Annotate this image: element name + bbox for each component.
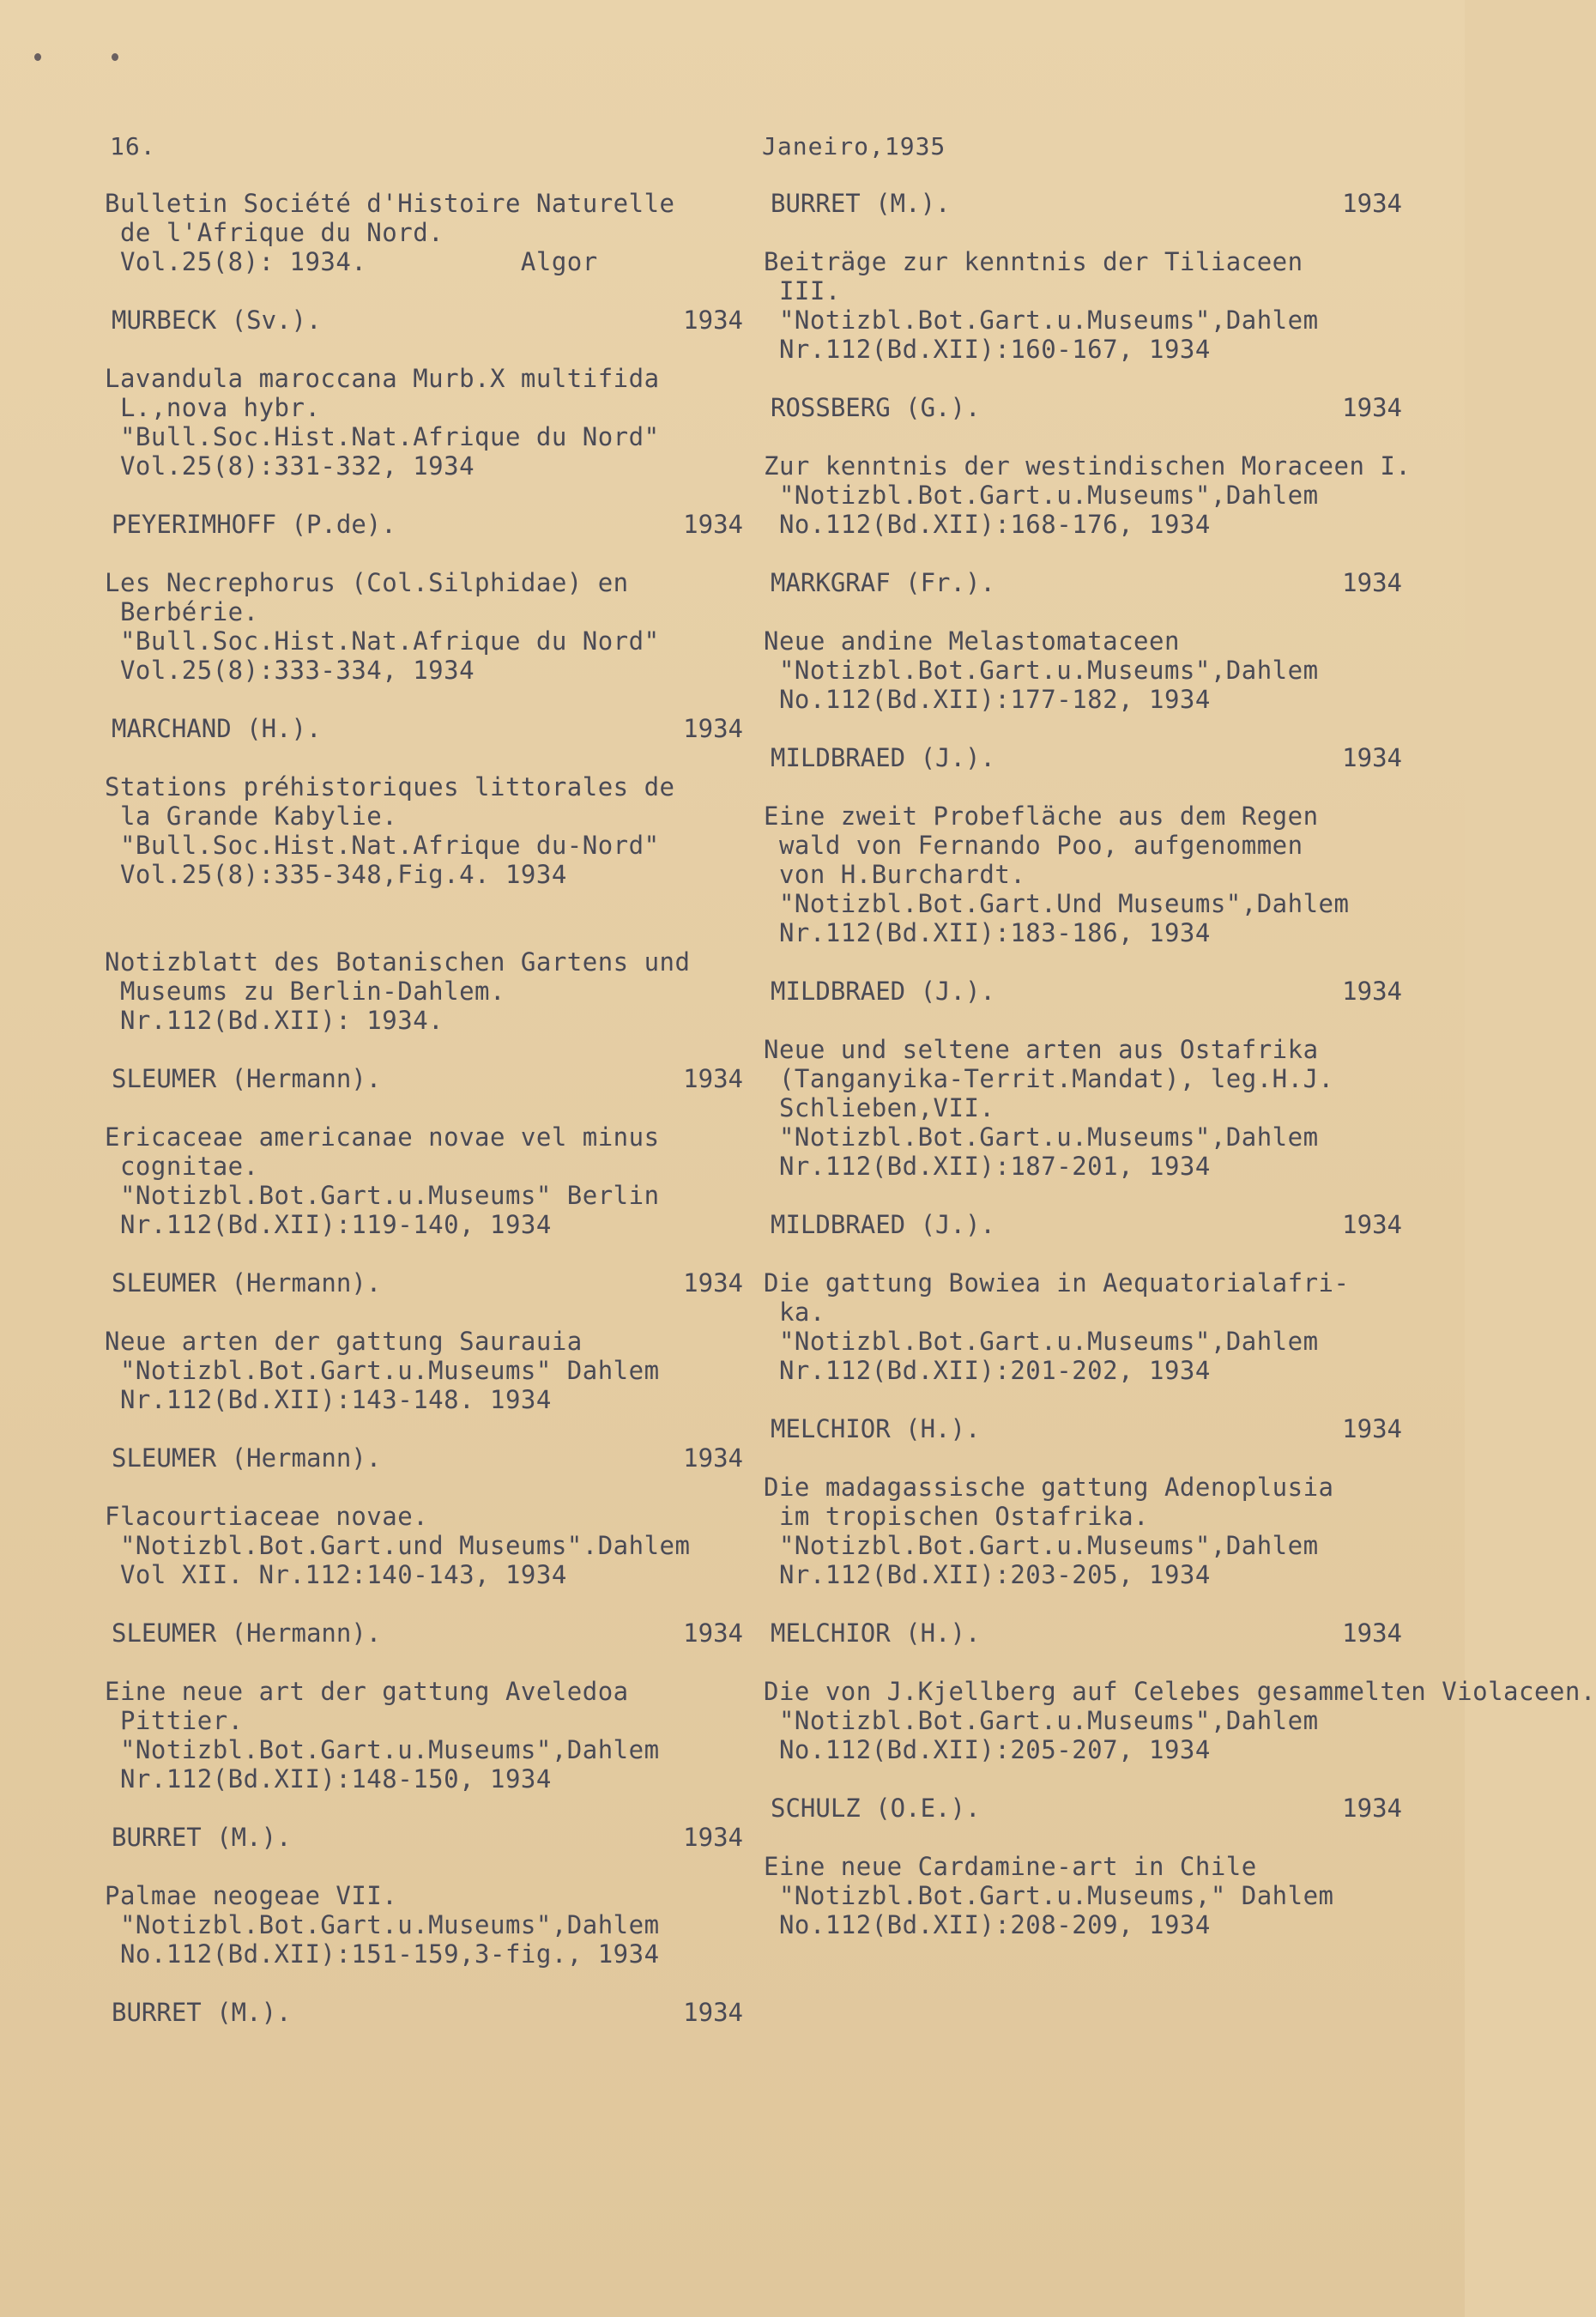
entry-author: MARKGRAF (Fr.). bbox=[771, 568, 995, 597]
bibliography-entry bbox=[105, 1064, 774, 1239]
entry-text-line: Neue arten der gattung Saurauia bbox=[105, 1327, 583, 1356]
entry-body bbox=[764, 1035, 1433, 1181]
bibliography-entry bbox=[105, 306, 774, 481]
entry-text-line: "Bull.Soc.Hist.Nat.Afrique du Nord" bbox=[105, 422, 660, 451]
entry-author: MELCHIOR (H.). bbox=[771, 1414, 981, 1443]
punch-hole bbox=[34, 53, 41, 61]
entry-text-line: No.112(Bd.XII):177-182, 1934 bbox=[764, 685, 1211, 714]
entry-text-line: Nr.112(Bd.XII):203-205, 1934 bbox=[764, 1560, 1211, 1589]
entry-body bbox=[105, 1502, 774, 1589]
entry-text-line: "Notizbl.Bot.Gart.u.Museums",Dahlem bbox=[764, 656, 1319, 685]
entry-body bbox=[105, 1881, 774, 1969]
left-column bbox=[105, 189, 774, 2027]
entry-heading bbox=[105, 1998, 774, 2027]
entry-text-line: Nr.112(Bd.XII):201-202, 1934 bbox=[764, 1356, 1211, 1385]
entry-text-line: Lavandula maroccana Murb.X multifida bbox=[105, 364, 660, 393]
entry-text-line: Berbérie. bbox=[105, 597, 259, 626]
bibliography-entry bbox=[764, 568, 1433, 714]
bibliography-entry bbox=[105, 947, 774, 1035]
entry-text-line: "Bull.Soc.Hist.Nat.Afrique du-Nord" bbox=[105, 831, 660, 860]
entry-author: MURBECK (Sv.). bbox=[112, 306, 322, 335]
entry-text-line: wald von Fernando Poo, aufgenommen bbox=[764, 831, 1303, 860]
entry-text-line: Die madagassische gattung Adenoplusia bbox=[764, 1473, 1334, 1502]
entry-year: 1934 bbox=[683, 1064, 743, 1093]
entry-text-line: "Notizbl.Bot.Gart.u.Museums",Dahlem bbox=[764, 1531, 1319, 1560]
entry-text-line: "Notizbl.Bot.Gart.u.Museums",Dahlem bbox=[105, 1735, 660, 1764]
entry-body bbox=[764, 1677, 1596, 1764]
entry-text-line: von H.Burchardt. bbox=[764, 860, 1026, 889]
bibliography-entry bbox=[105, 189, 774, 276]
entry-text-line: Museums zu Berlin-Dahlem. bbox=[105, 977, 505, 1006]
entry-heading bbox=[764, 1210, 1433, 1239]
entry-text-line: Vol.25(8):335-348,Fig.4. 1934 bbox=[105, 860, 567, 889]
entry-heading bbox=[764, 1618, 1433, 1648]
entry-text-line: Nr.112(Bd.XII):119-140, 1934 bbox=[105, 1210, 552, 1239]
entry-author: MILDBRAED (J.). bbox=[771, 743, 995, 772]
bibliography-entry bbox=[764, 977, 1433, 1181]
entry-text-line: cognitae. bbox=[105, 1152, 259, 1181]
entry-year: 1934 bbox=[1342, 393, 1402, 422]
entry-text-line: Nr.112(Bd.XII):148-150, 1934 bbox=[105, 1764, 552, 1794]
entry-text-line: Schlieben,VII. bbox=[764, 1093, 995, 1122]
entry-author: ROSSBERG (G.). bbox=[771, 393, 981, 422]
bibliography-entry bbox=[105, 1998, 774, 2027]
entry-body bbox=[105, 1677, 774, 1794]
entry-author: SLEUMER (Hermann). bbox=[112, 1064, 382, 1093]
entry-text-line: Eine neue art der gattung Aveledoa bbox=[105, 1677, 629, 1706]
bibliography-entry bbox=[105, 714, 774, 889]
entry-year: 1934 bbox=[683, 1443, 743, 1473]
entry-body bbox=[105, 1327, 774, 1414]
entry-heading bbox=[105, 1618, 774, 1648]
entry-body bbox=[764, 1268, 1433, 1385]
bibliography-entry bbox=[764, 1618, 1596, 1764]
entry-heading bbox=[105, 1268, 774, 1298]
entry-body bbox=[764, 802, 1433, 947]
entry-text-line: "Notizbl.Bot.Gart.u.Museums",Dahlem bbox=[105, 1910, 660, 1939]
entry-text-line: No.112(Bd.XII):208-209, 1934 bbox=[764, 1910, 1211, 1939]
entry-body bbox=[764, 1473, 1433, 1589]
entry-text-line: (Tanganyika-Territ.Mandat), leg.H.J. bbox=[764, 1064, 1334, 1093]
punch-hole bbox=[112, 53, 118, 61]
entry-author: SCHULZ (O.E.). bbox=[771, 1794, 981, 1823]
entry-body bbox=[105, 189, 774, 276]
entry-text-line: III. bbox=[764, 276, 841, 306]
entry-text-line: Neue andine Melastomataceen bbox=[764, 626, 1180, 656]
entry-heading bbox=[105, 1443, 774, 1473]
entry-body bbox=[764, 1852, 1433, 1939]
entry-text-line: Ericaceae americanae novae vel minus bbox=[105, 1122, 660, 1152]
entry-text-line: "Notizbl.Bot.Gart.u.Museums",Dahlem bbox=[764, 1327, 1319, 1356]
entry-year: 1934 bbox=[683, 306, 743, 335]
entry-year: 1934 bbox=[683, 1618, 743, 1648]
bibliography-entry bbox=[105, 1443, 774, 1589]
entry-year: 1934 bbox=[683, 714, 743, 743]
entry-author: BURRET (M.). bbox=[112, 1823, 292, 1852]
entry-heading bbox=[105, 306, 774, 335]
entry-text-line: "Notizbl.Bot.Gart.Und Museums",Dahlem bbox=[764, 889, 1350, 918]
entry-text-line: Beiträge zur kenntnis der Tiliaceen bbox=[764, 247, 1303, 276]
entry-text-line: Neue und seltene arten aus Ostafrika bbox=[764, 1035, 1319, 1064]
entry-text-line: "Bull.Soc.Hist.Nat.Afrique du Nord" bbox=[105, 626, 660, 656]
entry-author: MILDBRAED (J.). bbox=[771, 1210, 995, 1239]
entry-heading bbox=[764, 393, 1433, 422]
entry-text-line: "Notizbl.Bot.Gart.u.Museums" Dahlem bbox=[105, 1356, 660, 1385]
bibliography-entry bbox=[105, 1268, 774, 1414]
entry-text-line: "Notizbl.Bot.Gart.u.Museums",Dahlem bbox=[764, 306, 1319, 335]
bibliography-entry bbox=[764, 743, 1433, 947]
page-date: Janeiro,1935 bbox=[762, 132, 946, 160]
entry-body bbox=[105, 772, 774, 889]
entry-text-line: No.112(Bd.XII):151-159,3-fig., 1934 bbox=[105, 1939, 660, 1969]
entry-text-line: Vol.25(8):333-334, 1934 bbox=[105, 656, 475, 685]
entry-text-line: Bulletin Société d'Histoire Naturelle bbox=[105, 189, 675, 218]
entry-text-line: Nr.112(Bd.XII):183-186, 1934 bbox=[764, 918, 1211, 947]
entry-heading bbox=[105, 1823, 774, 1852]
entry-heading bbox=[764, 1414, 1433, 1443]
entry-year: 1934 bbox=[683, 510, 743, 539]
bibliography-entry bbox=[105, 510, 774, 685]
bibliography-entry bbox=[764, 1210, 1433, 1385]
entry-text-line: "Notizbl.Bot.Gart.u.Museums",Dahlem bbox=[764, 481, 1319, 510]
entry-text-line: Die von J.Kjellberg auf Celebes gesammelten Violaceen. bbox=[764, 1677, 1596, 1706]
entry-heading bbox=[105, 1064, 774, 1093]
entry-text-line: Flacourtiaceae novae. bbox=[105, 1502, 429, 1531]
entry-text-line: ka. bbox=[764, 1298, 825, 1327]
entry-body bbox=[764, 247, 1433, 364]
entry-heading bbox=[764, 189, 1433, 218]
entry-text-line: "Notizbl.Bot.Gart.u.Museums" Berlin bbox=[105, 1181, 660, 1210]
entry-author: SLEUMER (Hermann). bbox=[112, 1268, 382, 1298]
entry-text-line: Vol.25(8): 1934. Algor bbox=[105, 247, 598, 276]
entry-year: 1934 bbox=[1342, 189, 1402, 218]
entry-text-line: Palmae neogeae VII. bbox=[105, 1881, 398, 1910]
entry-author: BURRET (M.). bbox=[771, 189, 951, 218]
entry-year: 1934 bbox=[1342, 1414, 1402, 1443]
entry-author: SLEUMER (Hermann). bbox=[112, 1618, 382, 1648]
entry-heading bbox=[105, 714, 774, 743]
entry-heading bbox=[764, 743, 1433, 772]
bibliography-entry bbox=[764, 393, 1433, 539]
entry-heading bbox=[764, 568, 1433, 597]
entry-author: BURRET (M.). bbox=[112, 1998, 292, 2027]
entry-year: 1934 bbox=[1342, 743, 1402, 772]
entry-text-line: Stations préhistoriques littorales de bbox=[105, 772, 675, 802]
entry-heading bbox=[764, 977, 1433, 1006]
entry-text-line: Les Necrephorus (Col.Silphidae) en bbox=[105, 568, 629, 597]
entry-text-line: Pittier. bbox=[105, 1706, 244, 1735]
bibliography-entry bbox=[105, 1823, 774, 1969]
entry-text-line: "Notizbl.Bot.Gart.u.Museums," Dahlem bbox=[764, 1881, 1334, 1910]
entry-text-line: Nr.112(Bd.XII):160-167, 1934 bbox=[764, 335, 1211, 364]
entry-author: MARCHAND (H.). bbox=[112, 714, 322, 743]
entry-text-line: im tropischen Ostafrika. bbox=[764, 1502, 1149, 1531]
entry-author: MILDBRAED (J.). bbox=[771, 977, 995, 1006]
entry-body bbox=[764, 451, 1433, 539]
entry-text-line: No.112(Bd.XII):168-176, 1934 bbox=[764, 510, 1211, 539]
entry-year: 1934 bbox=[1342, 977, 1402, 1006]
entry-text-line: Vol.25(8):331-332, 1934 bbox=[105, 451, 475, 481]
entry-year: 1934 bbox=[1342, 1618, 1402, 1648]
entry-body bbox=[105, 947, 774, 1035]
right-column bbox=[764, 189, 1596, 1939]
entry-body bbox=[105, 1122, 774, 1239]
entry-text-line: L.,nova hybr. bbox=[105, 393, 321, 422]
entry-year: 1934 bbox=[683, 1823, 743, 1852]
entry-text-line: Nr.112(Bd.XII):143-148. 1934 bbox=[105, 1385, 552, 1414]
entry-year: 1934 bbox=[1342, 568, 1402, 597]
entry-year: 1934 bbox=[683, 1268, 743, 1298]
entry-text-line: No.112(Bd.XII):205-207, 1934 bbox=[764, 1735, 1211, 1764]
bibliography-entry bbox=[764, 1414, 1433, 1589]
entry-body bbox=[105, 364, 774, 481]
entry-text-line: Notizblatt des Botanischen Gartens und bbox=[105, 947, 691, 977]
entry-text-line: Eine zweit Probefläche aus dem Regen bbox=[764, 802, 1319, 831]
bibliography-entry bbox=[764, 189, 1433, 364]
entry-author: PEYERIMHOFF (P.de). bbox=[112, 510, 396, 539]
entry-body bbox=[764, 626, 1433, 714]
entry-text-line: Nr.112(Bd.XII):187-201, 1934 bbox=[764, 1152, 1211, 1181]
entry-year: 1934 bbox=[1342, 1210, 1402, 1239]
entry-year: 1934 bbox=[1342, 1794, 1402, 1823]
entry-author: MELCHIOR (H.). bbox=[771, 1618, 981, 1648]
entry-text-line: la Grande Kabylie. bbox=[105, 802, 398, 831]
entry-text-line: "Notizbl.Bot.Gart.u.Museums",Dahlem bbox=[764, 1706, 1319, 1735]
entry-text-line: de l'Afrique du Nord. bbox=[105, 218, 444, 247]
entry-year: 1934 bbox=[683, 1998, 743, 2027]
entry-text-line: Nr.112(Bd.XII): 1934. bbox=[105, 1006, 444, 1035]
bibliography-entry bbox=[764, 1794, 1433, 1939]
page-number: 16. bbox=[110, 132, 156, 160]
entry-text-line: Zur kenntnis der westindischen Moraceen I. bbox=[764, 451, 1412, 481]
entry-text-line: "Notizbl.Bot.Gart.und Museums".Dahlem bbox=[105, 1531, 691, 1560]
bibliography-entry bbox=[105, 1618, 774, 1794]
entry-body bbox=[105, 568, 774, 685]
entry-author: SLEUMER (Hermann). bbox=[112, 1443, 382, 1473]
entry-heading bbox=[764, 1794, 1433, 1823]
entry-text-line: Eine neue Cardamine-art in Chile bbox=[764, 1852, 1257, 1881]
entry-text-line: Vol XII. Nr.112:140-143, 1934 bbox=[105, 1560, 567, 1589]
entry-text-line: Die gattung Bowiea in Aequatorialafri- bbox=[764, 1268, 1350, 1298]
entry-text-line: "Notizbl.Bot.Gart.u.Museums",Dahlem bbox=[764, 1122, 1319, 1152]
entry-heading bbox=[105, 510, 774, 539]
